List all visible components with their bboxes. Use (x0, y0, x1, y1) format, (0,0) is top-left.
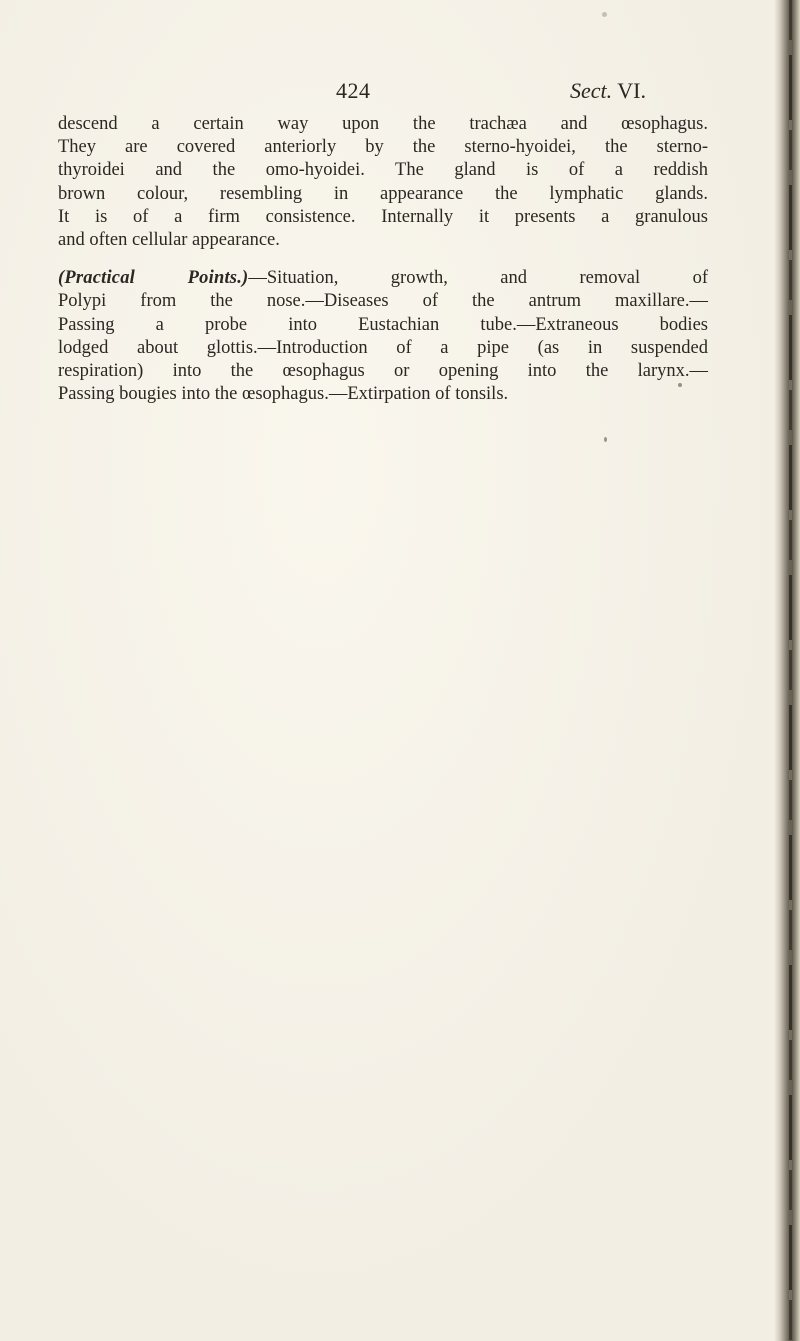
text-line: brown colour, resembling in appearance the lymphatic glands. (58, 183, 708, 204)
text-span: —Situation, growth, and removal of (248, 268, 708, 289)
running-header (0, 78, 800, 108)
text-line: descend a certain way upon the trachæa and œsophagus. (58, 114, 708, 134)
text-line: Polypi from the nose.—Diseases of the antrum maxillare.— (58, 291, 708, 312)
text-line: lodged about glottis.—Introduction of a pipe (as in suspended (58, 337, 708, 358)
text-line: Passing bougies into the œsophagus.—Extirpation of tonsils. (58, 384, 509, 405)
paper-speck (602, 12, 607, 17)
section-number: VI. (617, 78, 646, 103)
text-line: thyroidei and the omo-hyoidei. The gland is of a reddish (58, 160, 708, 181)
text-line: They are covered anteriorly by the sterno-hyoidei, the sterno- (58, 137, 708, 158)
section-prefix: Sect. (570, 78, 613, 103)
paper-speck (604, 437, 607, 442)
text-line: and often cellular appearance. (58, 230, 280, 251)
practical-points-heading: (Practical Points.) (58, 268, 249, 289)
binding-shadow (789, 0, 792, 1341)
paper-speck (678, 383, 682, 387)
text-line: respiration) into the œsophagus or opening into the larynx.— (58, 361, 708, 382)
page-number: 424 (336, 78, 371, 103)
text-line (58, 267, 708, 290)
section-label (570, 78, 646, 104)
text-line: It is of a firm consistence. Internally it presents a granulous (58, 206, 708, 227)
body-text (58, 113, 708, 406)
text-line: Passing a probe into Eustachian tube.—Extraneous bodies (58, 314, 708, 335)
paragraph (58, 113, 708, 252)
practical-points-paragraph (58, 267, 708, 406)
book-binding-edge (774, 0, 800, 1341)
